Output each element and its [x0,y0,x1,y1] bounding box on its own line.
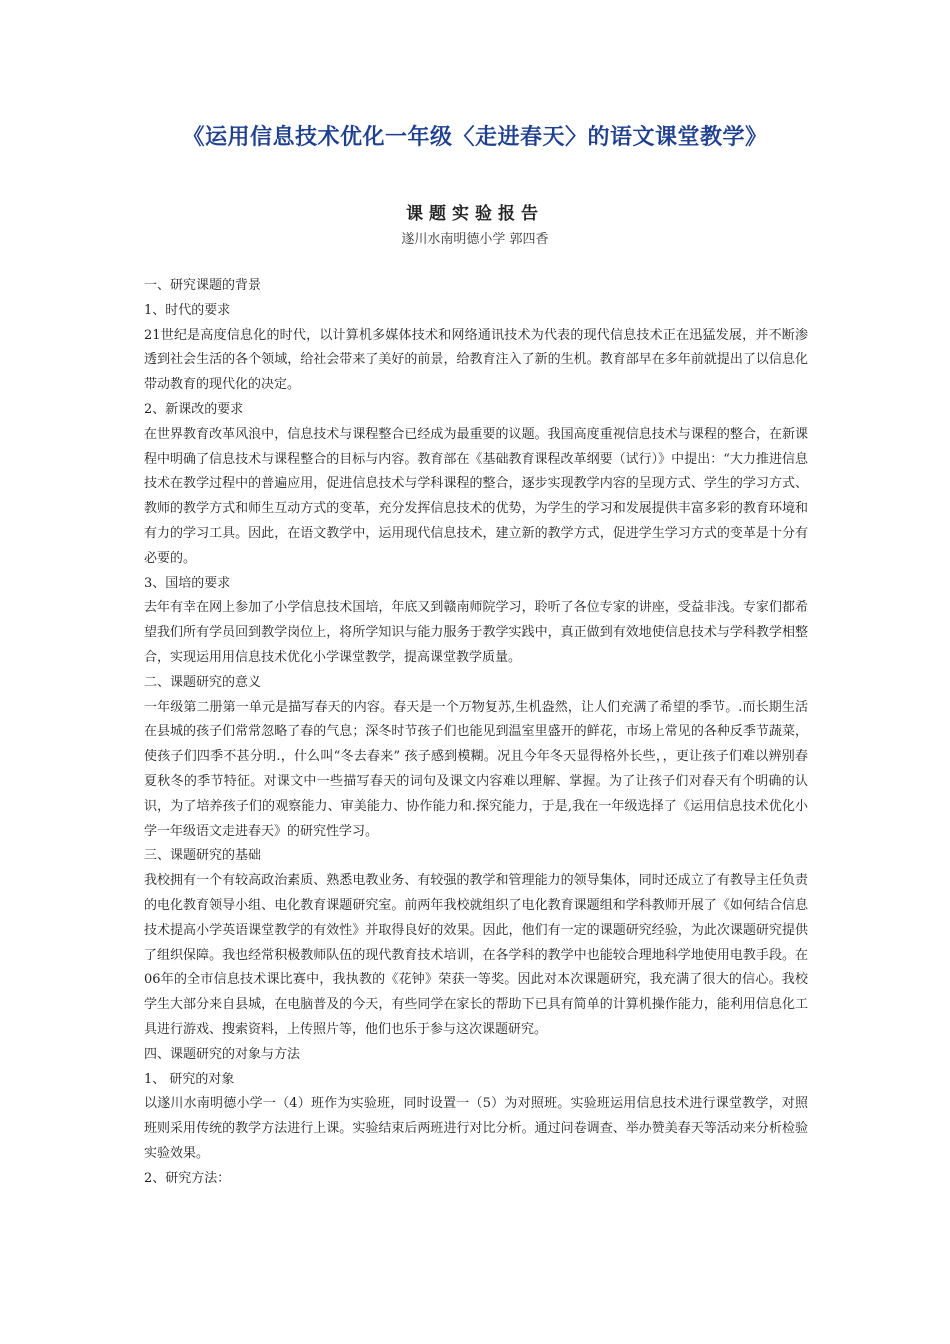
paragraph: 以遂川水南明德小学一（4）班作为实验班，同时设置一（5）为对照班。实验班运用信息技术进行课堂教学，对照班则采用传统的教学方法进行上课。实验结束后两班进行对比分析。通过问卷调查、举办赞美春天等活动来分析检验实验效果。 [144,1096,808,1161]
document-title: 《运用信息技术优化一年级〈走进春天〉的语文课堂教学》 [182,125,768,150]
paragraph: 一年级第二册第一单元是描写春天的内容。春天是一个万物复苏,生机盎然，让人们充满了希望的季节。.而长期生活在县城的孩子们常常忽略了春的气息；深冬时节孩子们也能见到温室里盛开的鲜花，市场上常见的各种反季节蔬菜，使孩子们四季不甚分明.，什么叫“冬去春来” 孩子感到模糊。况且今年冬天显得格外长些，，更让孩子们难以辨别春夏秋冬的季节特征。对课文中一些描写春天的词句及课文内容难以理解、掌握。为了让孩子们对春天有个明确的认识，为了培养孩子们的观察能力、审美能力、协作能力和.探究能力，于是,我在一年级选择了《运用信息技术优化小学一年级语文走进春天》的研究性学习。 [144,699,808,839]
paragraph: 在世界教育改革风浪中，信息技术与课程整合已经成为最重要的议题。我国高度重视信息技术与课程的整合，在新课程中明确了信息技术与课程整合的目标与内容。教育部在《基础教育课程改革纲要（试行）》中提出：“大力推进信息技术在教学过程中的普遍应用，促进信息技术与学科课程的整合，逐步实现教学内容的呈现方式、学生的学习方式、教师的教学方式和师生互动方式的变革，充分发挥信息技术的优势，为学生的学习和发展提供丰富多彩的教育环境和有力的学习工具。因此，在语文教学中，运用现代信息技术，建立新的教学方式，促进学生学习方式的变革是十分有必要的。 [144,426,808,566]
section-heading: 二、课题研究的意义 [144,674,262,690]
section-heading: 一、研究课题的背景 [144,278,262,293]
subsection-heading: 2、新课改的要求 [144,401,244,417]
paragraph: 去年有幸在网上参加了小学信息技术国培，年底又到赣南师院学习，聆听了各位专家的讲座，受益非浅。专家们都希望我们所有学员回到教学岗位上，将所学知识与能力服务于教学实践中，真正做到有效地使信息技术与学科教学相整合，实现运用用信息技术优化小学课堂教学，提高课堂教学质量。 [144,600,808,665]
section-heading: 四、课题研究的对象与方法 [144,1046,301,1062]
section-heading: 三、课题研究的基础 [144,848,262,864]
subsection-heading: 2、研究方法： [144,1170,231,1186]
subsection-heading: 1、时代的要求 [144,302,231,318]
paragraph: 我校拥有一个有较高政治素质、熟悉电教业务、有较强的教学和管理能力的领导集体，同时还成立了有教导主任负责的电化教育领导小组、电化教育课题研究室。前两年我校就组织了电化教育课题组和学科教师开展了《如何结合信息技术提高小学英语课堂教学的有效性》并取得良好的效果。因此，他们有一定的课题研究经验，为此次课题研究提供了组织保障。我也经常积极教师队伍的现代教育技术培训，在各学科的教学中也能较合理地科学地使用电教手段。在06年的全市信息技术课比赛中，我执教的《花钟》荣获一等奖。因此对本次课题研究，我充满了很大的信心。我校学生大部分来自县城，在电脑普及的今天，有些同学在家长的帮助下已具有简单的计算机操作能力，能利用信息化工具进行游戏、搜索资料，上传照片等，他们也乐于参与这次课题研究。 [144,873,808,1037]
subsection-heading: 1、 研究的对象 [144,1071,235,1087]
subsection-heading: 3、国培的要求 [144,575,231,591]
paragraph: 21世纪是高度信息化的时代，以计算机多媒体技术和网络通讯技术为代表的现代信息技术正在迅猛发展，并不断渗透到社会生活的各个领域，给社会带来了美好的前景，给教育注入了新的生机。教育部早在多年前就提出了以信息化带动教育的现代化的决定。 [144,327,808,393]
author-line: 遂川水南明德小学 郭四香 [401,232,549,247]
document-body [144,274,808,1191]
report-subtitle: 课题实验报告 [406,204,544,224]
